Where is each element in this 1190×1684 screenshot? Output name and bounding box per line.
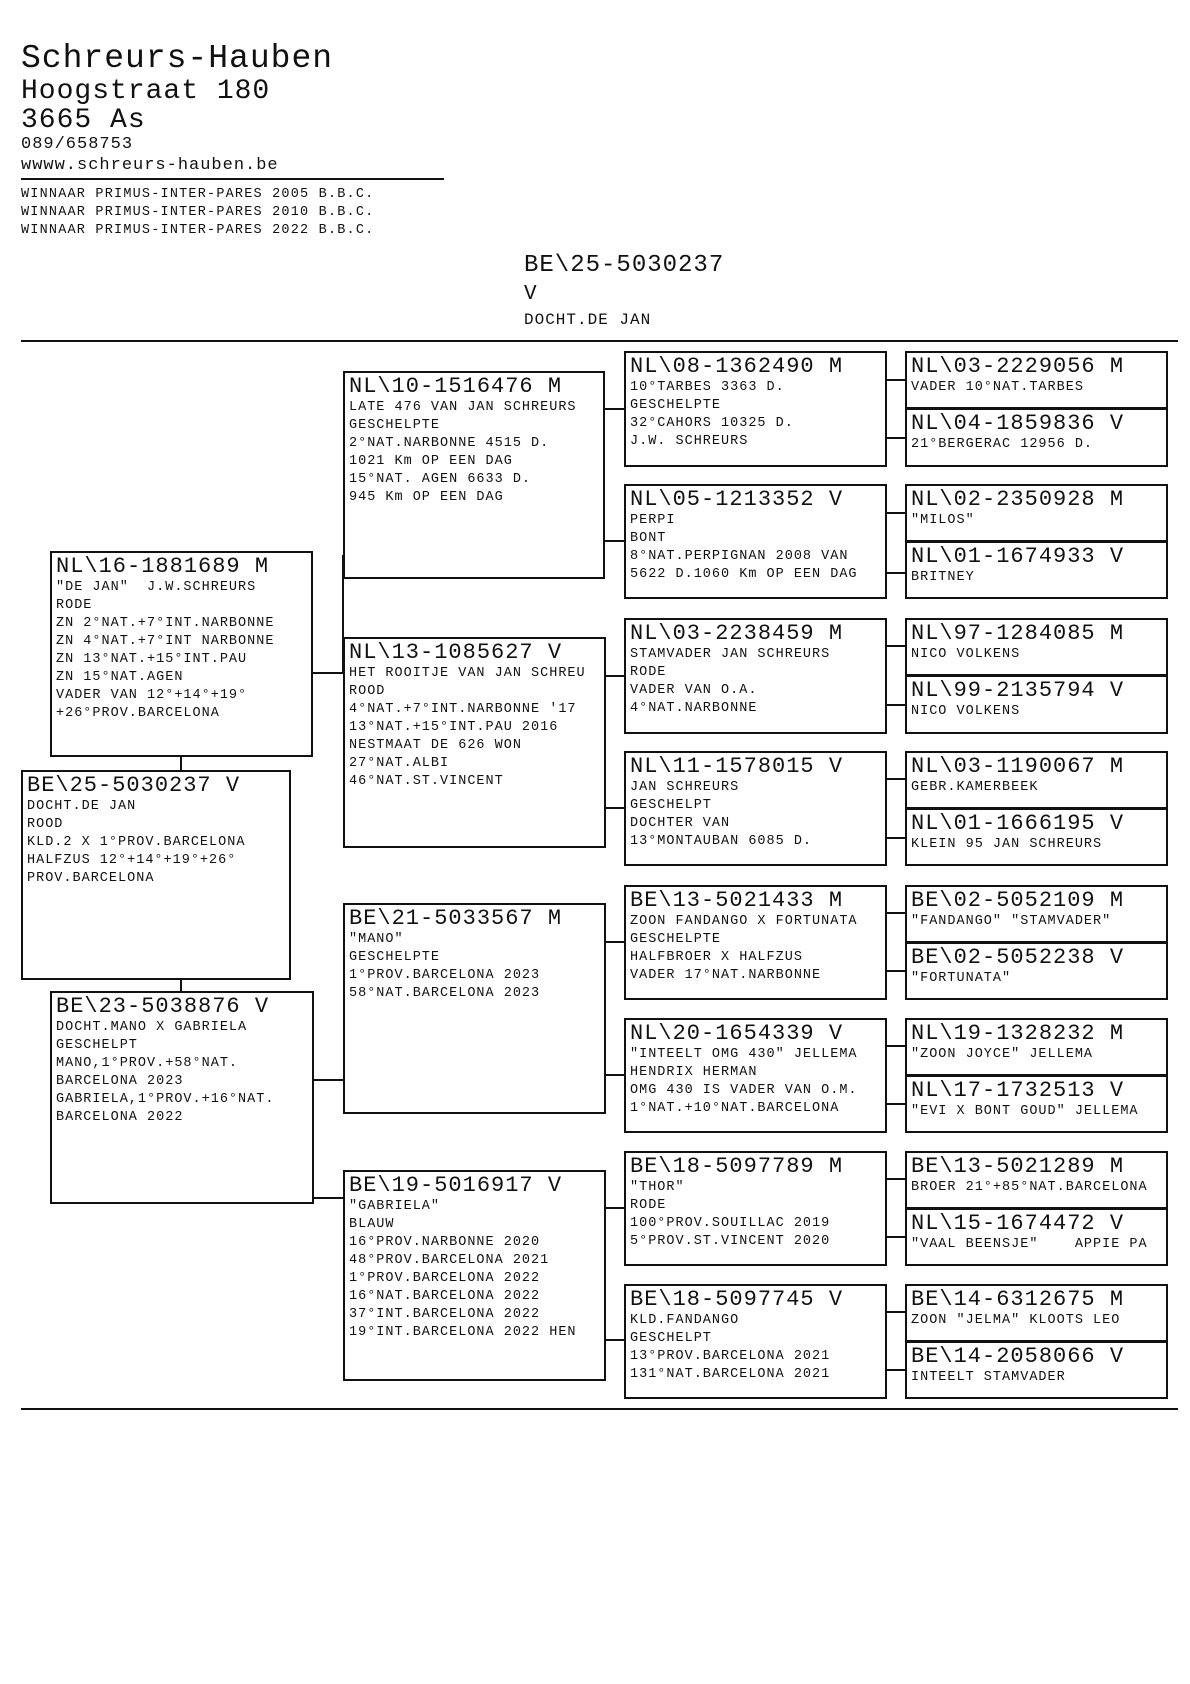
- info-line: "FORTUNATA": [911, 971, 1012, 986]
- info-line: DOCHT.MANO X GABRIELA: [56, 1020, 248, 1035]
- pedigree-sire: [50, 551, 313, 757]
- info-line: NESTMAAT DE 626 WON: [349, 738, 522, 753]
- ring-number: BE\02-5052238 V: [911, 945, 1125, 970]
- info-line: 1°PROV.BARCELONA 2022: [349, 1271, 541, 1286]
- info-line: BONT: [630, 531, 667, 546]
- subject-ring: BE\25-5030237: [524, 252, 725, 279]
- breeder-street: Hoogstraat 180: [21, 76, 271, 107]
- pedigree-g3-box: [624, 1151, 887, 1266]
- ring-number: NL\11-1578015 V: [630, 754, 844, 779]
- info-line: 21°BERGERAC 12956 D.: [911, 437, 1094, 452]
- ring-number: NL\01-1674933 V: [911, 544, 1125, 569]
- info-line: HENDRIX HERMAN: [630, 1065, 758, 1080]
- award-line: WINNAAR PRIMUS-INTER-PARES 2010 B.B.C.: [21, 205, 375, 220]
- info-line: ZN 15°NAT.AGEN: [56, 670, 184, 685]
- info-line: 32°CAHORS 10325 D.: [630, 416, 794, 431]
- info-line: HET ROOITJE VAN JAN SCHREU: [349, 666, 586, 681]
- info-line: "MILOS": [911, 513, 975, 528]
- info-line: LATE 476 VAN JAN SCHREURS: [349, 400, 577, 415]
- info-line: 58°NAT.BARCELONA 2023: [349, 986, 541, 1001]
- ring-number: BE\13-5021289 M: [911, 1154, 1125, 1179]
- pedigree-g4-box: [905, 751, 1168, 809]
- info-line: 2°NAT.NARBONNE 4515 D.: [349, 436, 550, 451]
- pedigree-g3-box: [624, 1284, 887, 1399]
- info-line: BLAUW: [349, 1217, 395, 1232]
- ring-number: BE\18-5097745 V: [630, 1287, 844, 1312]
- pedigree-g4-box: [905, 408, 1168, 467]
- pedigree-g3-box: [624, 618, 887, 734]
- info-line: BROER 21°+85°NAT.BARCELONA: [911, 1180, 1148, 1195]
- pedigree-g4-box: [905, 484, 1168, 542]
- ring-number: BE\02-5052109 M: [911, 888, 1125, 913]
- pedigree-g3-box: [624, 751, 887, 866]
- info-line: "THOR": [630, 1180, 685, 1195]
- pedigree-g4-box: [905, 618, 1168, 676]
- info-line: KLEIN 95 JAN SCHREURS: [911, 837, 1103, 852]
- info-line: RODE: [630, 1198, 667, 1213]
- info-line: GESCHELPTE: [349, 950, 441, 965]
- ring-number: NL\20-1654339 V: [630, 1021, 844, 1046]
- pedigree-dam-dam: [343, 1170, 606, 1381]
- breeder-city: 3665 As: [21, 105, 146, 136]
- ring-number: NL\13-1085627 V: [349, 640, 563, 665]
- info-line: ZOON FANDANGO X FORTUNATA: [630, 914, 858, 929]
- info-line: J.W. SCHREURS: [630, 434, 749, 449]
- info-line: "VAAL BEENSJE" APPIE PA: [911, 1237, 1148, 1252]
- pedigree-g4-box: [905, 1075, 1168, 1133]
- info-line: GESCHELPTE: [349, 418, 441, 433]
- info-line: 5°PROV.ST.VINCENT 2020: [630, 1234, 831, 1249]
- info-line: 100°PROV.SOUILLAC 2019: [630, 1216, 831, 1231]
- info-line: +26°PROV.BARCELONA: [56, 706, 220, 721]
- ring-number: NL\99-2135794 V: [911, 678, 1125, 703]
- info-line: 4°NAT.NARBONNE: [630, 701, 758, 716]
- info-line: 1021 Km OP EEN DAG: [349, 454, 513, 469]
- info-line: ZN 13°NAT.+15°INT.PAU: [56, 652, 248, 667]
- info-line: OMG 430 IS VADER VAN O.M.: [630, 1083, 858, 1098]
- info-line: VADER VAN O.A.: [630, 683, 758, 698]
- pedigree-dam-sire: [343, 903, 606, 1114]
- info-line: "DE JAN" J.W.SCHREURS: [56, 580, 257, 595]
- ring-number: NL\03-2229056 M: [911, 354, 1125, 379]
- info-line: 945 Km OP EEN DAG: [349, 490, 504, 505]
- pedigree-g4-box: [905, 1018, 1168, 1076]
- ring-number: NL\02-2350928 M: [911, 487, 1125, 512]
- info-line: KLD.2 X 1°PROV.BARCELONA: [27, 835, 246, 850]
- info-line: GESCHELPTE: [630, 932, 722, 947]
- ring-number: BE\13-5021433 M: [630, 888, 844, 913]
- info-line: 19°INT.BARCELONA 2022 HEN: [349, 1325, 577, 1340]
- ring-number: NL\19-1328232 M: [911, 1021, 1125, 1046]
- ring-number: NL\10-1516476 M: [349, 374, 563, 399]
- ring-number: BE\25-5030237 V: [27, 773, 241, 798]
- breeder-phone: 089/658753: [21, 135, 134, 154]
- breeder-website: wwww.schreurs-hauben.be: [21, 156, 279, 175]
- award-line: WINNAAR PRIMUS-INTER-PARES 2005 B.B.C.: [21, 187, 375, 202]
- pedigree-g4-box: [905, 808, 1168, 866]
- info-line: RODE: [56, 598, 93, 613]
- ring-number: BE\14-2058066 V: [911, 1344, 1125, 1369]
- info-line: BRITNEY: [911, 570, 975, 585]
- pedigree-g4-box: [905, 1341, 1168, 1399]
- info-line: 4°NAT.+7°INT.NARBONNE '17: [349, 702, 577, 717]
- info-line: STAMVADER JAN SCHREURS: [630, 647, 831, 662]
- pedigree-g4-box: [905, 351, 1168, 409]
- info-line: INTEELT STAMVADER: [911, 1370, 1066, 1385]
- pedigree-g4-box: [905, 1151, 1168, 1209]
- info-line: 10°TARBES 3363 D.: [630, 380, 785, 395]
- info-line: GESCHELPT: [630, 798, 712, 813]
- info-line: VADER 10°NAT.TARBES: [911, 380, 1084, 395]
- ring-number: BE\23-5038876 V: [56, 994, 270, 1019]
- pedigree-self: [21, 770, 291, 980]
- info-line: 13°PROV.BARCELONA 2021: [630, 1349, 831, 1364]
- pedigree-g4-box: [905, 675, 1168, 734]
- ring-number: NL\03-1190067 M: [911, 754, 1125, 779]
- ring-number: NL\04-1859836 V: [911, 411, 1125, 436]
- info-line: 8°NAT.PERPIGNAN 2008 VAN: [630, 549, 849, 564]
- info-line: GABRIELA,1°PROV.+16°NAT.: [56, 1092, 275, 1107]
- info-line: 1°PROV.BARCELONA 2023: [349, 968, 541, 983]
- info-line: BARCELONA 2022: [56, 1110, 184, 1125]
- award-line: WINNAAR PRIMUS-INTER-PARES 2022 B.B.C.: [21, 223, 375, 238]
- info-line: 131°NAT.BARCELONA 2021: [630, 1367, 831, 1382]
- subject-name: DOCHT.DE JAN: [524, 311, 652, 329]
- info-line: MANO,1°PROV.+58°NAT.: [56, 1056, 239, 1071]
- info-line: 37°INT.BARCELONA 2022: [349, 1307, 541, 1322]
- subject-sex: V: [524, 283, 538, 306]
- info-line: PERPI: [630, 513, 676, 528]
- info-line: 13°NAT.+15°INT.PAU 2016: [349, 720, 559, 735]
- ring-number: NL\08-1362490 M: [630, 354, 844, 379]
- info-line: NICO VOLKENS: [911, 647, 1021, 662]
- pedigree-g4-box: [905, 885, 1168, 943]
- info-line: GESCHELPT: [630, 1331, 712, 1346]
- info-line: ZN 2°NAT.+7°INT.NARBONNE: [56, 616, 275, 631]
- info-line: ROOD: [349, 684, 386, 699]
- ring-number: NL\05-1213352 V: [630, 487, 844, 512]
- info-line: NICO VOLKENS: [911, 704, 1021, 719]
- ring-number: BE\14-6312675 M: [911, 1287, 1125, 1312]
- breeder-name: Schreurs-Hauben: [21, 40, 334, 77]
- info-line: 1°NAT.+10°NAT.BARCELONA: [630, 1101, 840, 1116]
- info-line: DOCHT.DE JAN: [27, 799, 137, 814]
- ring-number: NL\15-1674472 V: [911, 1211, 1125, 1236]
- info-line: 5622 D.1060 Km OP EEN DAG: [630, 567, 858, 582]
- ring-number: BE\19-5016917 V: [349, 1173, 563, 1198]
- info-line: ZOON "JELMA" KLOOTS LEO: [911, 1313, 1121, 1328]
- ring-number: BE\18-5097789 M: [630, 1154, 844, 1179]
- pedigree-g3-box: [624, 351, 887, 467]
- info-line: DOCHTER VAN: [630, 816, 731, 831]
- info-line: PROV.BARCELONA: [27, 871, 155, 886]
- info-line: RODE: [630, 665, 667, 680]
- info-line: KLD.FANDANGO: [630, 1313, 740, 1328]
- info-line: VADER 17°NAT.NARBONNE: [630, 968, 822, 983]
- info-line: "MANO": [349, 932, 404, 947]
- ring-number: NL\03-2238459 M: [630, 621, 844, 646]
- pedigree-g3-box: [624, 885, 887, 1000]
- info-line: GESCHELPT: [56, 1038, 138, 1053]
- info-line: "INTEELT OMG 430" JELLEMA: [630, 1047, 858, 1062]
- pedigree-g4-box: [905, 942, 1168, 1000]
- ring-number: NL\01-1666195 V: [911, 811, 1125, 836]
- info-line: HALFBROER X HALFZUS: [630, 950, 803, 965]
- ring-number: NL\97-1284085 M: [911, 621, 1125, 646]
- info-line: "FANDANGO" "STAMVADER": [911, 914, 1112, 929]
- pedigree-dam: [50, 991, 314, 1204]
- info-line: "ZOON JOYCE" JELLEMA: [911, 1047, 1094, 1062]
- info-line: VADER VAN 12°+14°+19°: [56, 688, 248, 703]
- pedigree-g3-box: [624, 484, 887, 599]
- info-line: JAN SCHREURS: [630, 780, 740, 795]
- ring-number: NL\17-1732513 V: [911, 1078, 1125, 1103]
- info-line: "GABRIELA": [349, 1199, 441, 1214]
- pedigree-g4-box: [905, 1208, 1168, 1266]
- info-line: GESCHELPTE: [630, 398, 722, 413]
- info-line: ROOD: [27, 817, 64, 832]
- info-line: 27°NAT.ALBI: [349, 756, 450, 771]
- info-line: BARCELONA 2023: [56, 1074, 184, 1089]
- info-line: 46°NAT.ST.VINCENT: [349, 774, 504, 789]
- info-line: 15°NAT. AGEN 6633 D.: [349, 472, 532, 487]
- pedigree-g3-box: [624, 1018, 887, 1133]
- pedigree-sire-dam: [343, 637, 606, 848]
- info-line: 13°MONTAUBAN 6085 D.: [630, 834, 813, 849]
- info-line: "EVI X BONT GOUD" JELLEMA: [911, 1104, 1139, 1119]
- info-line: 48°PROV.BARCELONA 2021: [349, 1253, 550, 1268]
- info-line: ZN 4°NAT.+7°INT NARBONNE: [56, 634, 275, 649]
- pedigree-sire-sire: [343, 371, 605, 579]
- info-line: 16°PROV.NARBONNE 2020: [349, 1235, 541, 1250]
- info-line: GEBR.KAMERBEEK: [911, 780, 1039, 795]
- pedigree-g4-box: [905, 1284, 1168, 1342]
- info-line: 16°NAT.BARCELONA 2022: [349, 1289, 541, 1304]
- pedigree-g4-box: [905, 541, 1168, 599]
- ring-number: NL\16-1881689 M: [56, 554, 270, 579]
- ring-number: BE\21-5033567 M: [349, 906, 563, 931]
- info-line: HALFZUS 12°+14°+19°+26°: [27, 853, 237, 868]
